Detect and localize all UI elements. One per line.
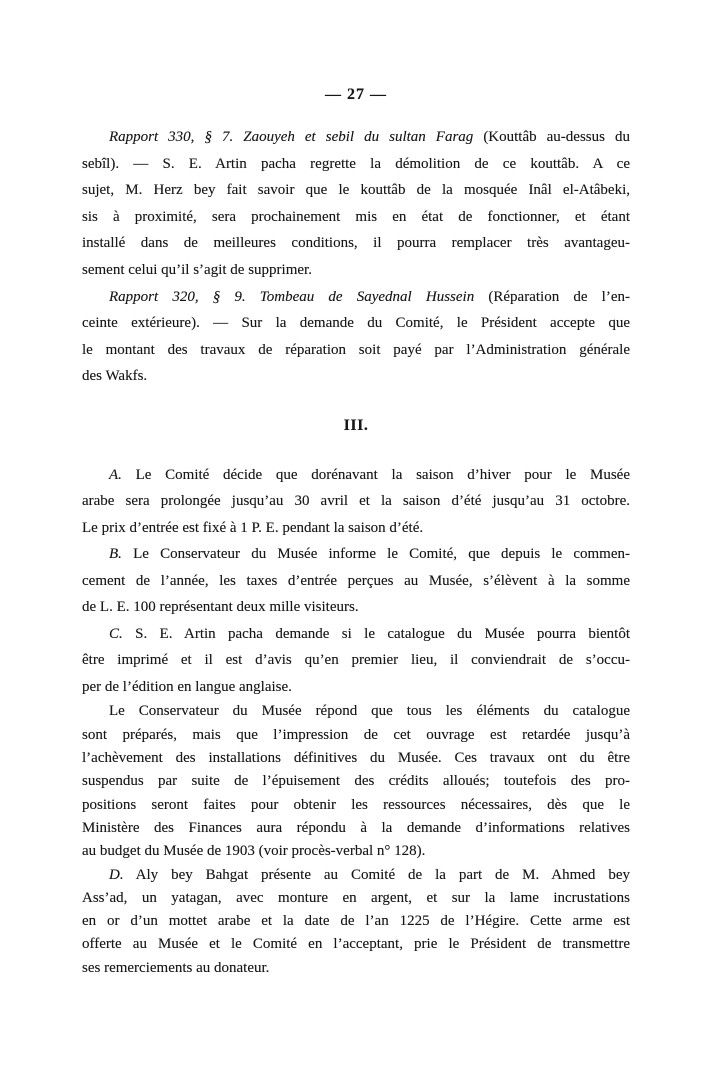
text-line xyxy=(82,724,630,747)
text-line xyxy=(82,647,630,674)
section-heading: III. xyxy=(343,416,369,434)
text-line xyxy=(82,887,630,910)
text-segment: ses remerciements au donateur. xyxy=(82,959,270,976)
text-segment: cement de l’année, les taxes d’entrée perçues au Musée, s’élèvent à la somme xyxy=(82,572,630,589)
text-segment: Le prix d’entrée est fixé à 1 P. E. pendant la saison d’été. xyxy=(82,519,424,536)
paragraph xyxy=(82,284,630,390)
text-segment: sis à proximité, sera prochainement mis en état de fonctionner, et étant xyxy=(82,208,630,225)
text-segment: suspendus par suite de l’épuisement des crédits alloués; toutefois des pro- xyxy=(82,773,630,790)
text-segment: de L. E. 100 représentant deux mille visiteurs. xyxy=(82,599,359,616)
text-segment: le montant des travaux de réparation soit payé par l’Administration générale xyxy=(82,341,630,358)
text-segment: (Kouttâb au-dessus du xyxy=(473,129,630,145)
text-line xyxy=(82,124,630,151)
text-line xyxy=(82,747,630,770)
text-segment: sujet, M. Herz bey fait savoir que le kouttâb de la mosquée Inâl el-Atâbeki, xyxy=(82,182,630,199)
text-line xyxy=(82,230,630,257)
text-line xyxy=(82,541,630,568)
text-segment: sement celui qu’il s’agit de supprimer. xyxy=(82,261,312,278)
text-line xyxy=(82,817,630,840)
text-segment: en or d’un mottet arabe et la date de l’an 1225 de l’Hégire. Cette arme est xyxy=(82,913,630,930)
text-segment: Le Comité décide que dorénavant la saison d’hiver pour le Musée xyxy=(121,466,630,483)
text-segment: per de l’édition en langue anglaise. xyxy=(82,678,292,695)
italic-text-segment: C. xyxy=(109,625,123,642)
text-segment: Ass’ad, un yatagan, avec monture en argent, et sur la lame incrustations xyxy=(82,889,630,906)
text-line xyxy=(82,177,630,204)
italic-text-segment: A. xyxy=(109,466,122,483)
paragraph xyxy=(82,462,630,542)
paragraph xyxy=(82,621,630,701)
paragraph xyxy=(82,700,630,863)
text-line xyxy=(82,151,630,178)
text-segment: positions seront faites pour obtenir les ressources nécessaires, dès que le xyxy=(82,796,630,813)
text-segment: Le Conservateur du Musée informe le Comité, que depuis le commen- xyxy=(121,546,630,563)
italic-text-segment: Rapport 320, § 9. Tombeau de Sayednal Hussein xyxy=(109,288,475,305)
page-content xyxy=(82,0,630,980)
text-segment: sont préparés, mais que l’impression de cet ouvrage est retardée jusqu’à xyxy=(82,726,630,743)
text-segment: au budget du Musée de 1903 (voir procès-verbal n° 128). xyxy=(82,843,426,860)
text-line xyxy=(82,363,630,390)
text-line xyxy=(82,864,630,887)
text-line xyxy=(82,257,630,284)
paragraph xyxy=(82,541,630,621)
text-segment: offerte au Musée et le Comité en l’acceptant, prie le Président de transmettre xyxy=(82,936,630,953)
text-line xyxy=(82,462,630,489)
text-line xyxy=(82,515,630,542)
text-line xyxy=(82,770,630,793)
text-line xyxy=(82,284,630,311)
paragraph xyxy=(82,864,630,980)
document-body xyxy=(82,124,630,980)
page-number: — 27 — xyxy=(325,86,387,103)
italic-text-segment: B. xyxy=(109,546,122,563)
text-line xyxy=(82,910,630,933)
text-segment: être imprimé et il est d’avis qu’en premier lieu, il conviendrait de s’occu- xyxy=(82,652,630,669)
text-segment: (Réparation de l’en- xyxy=(474,288,630,305)
text-line xyxy=(82,488,630,515)
text-line xyxy=(82,310,630,337)
text-line xyxy=(82,840,630,863)
italic-text-segment: D. xyxy=(109,866,124,883)
text-line xyxy=(82,337,630,364)
text-segment: ceinte extérieure). — Sur la demande du Comité, le Président accepte que xyxy=(82,315,630,332)
text-segment: Le Conservateur du Musée répond que tous les éléments du catalogue xyxy=(109,703,630,720)
text-line xyxy=(82,594,630,621)
text-segment: installé dans de meilleures conditions, il pourra remplacer très avantageu- xyxy=(82,235,630,252)
text-line xyxy=(82,568,630,595)
text-line xyxy=(82,700,630,723)
text-segment: sebîl). — S. E. Artin pacha regrette la démolition de ce kouttâb. A ce xyxy=(82,155,630,172)
italic-text-segment: Rapport 330, § 7. Zaouyeh et sebil du sultan Farag xyxy=(109,129,474,145)
text-segment: arabe sera prolongée jusqu’au 30 avril et la saison d’été jusqu’au 31 octobre. xyxy=(82,493,630,510)
text-segment: Aly bey Bahgat présente au Comité de la part de M. Ahmed bey xyxy=(123,866,630,883)
text-line xyxy=(82,621,630,648)
text-line xyxy=(82,794,630,817)
text-line xyxy=(82,957,630,980)
text-line xyxy=(82,674,630,701)
text-line xyxy=(82,933,630,956)
text-line xyxy=(82,204,630,231)
paragraph xyxy=(82,124,630,284)
text-segment: des Wakfs. xyxy=(82,368,148,385)
text-segment: S. E. Artin pacha demande si le catalogue du Musée pourra bientôt xyxy=(122,625,630,642)
text-segment: Ministère des Finances aura répondu à la demande d’informations relatives xyxy=(82,819,630,836)
text-segment: l’achèvement des installations définitives du Musée. Ces travaux ont du être xyxy=(82,750,630,767)
